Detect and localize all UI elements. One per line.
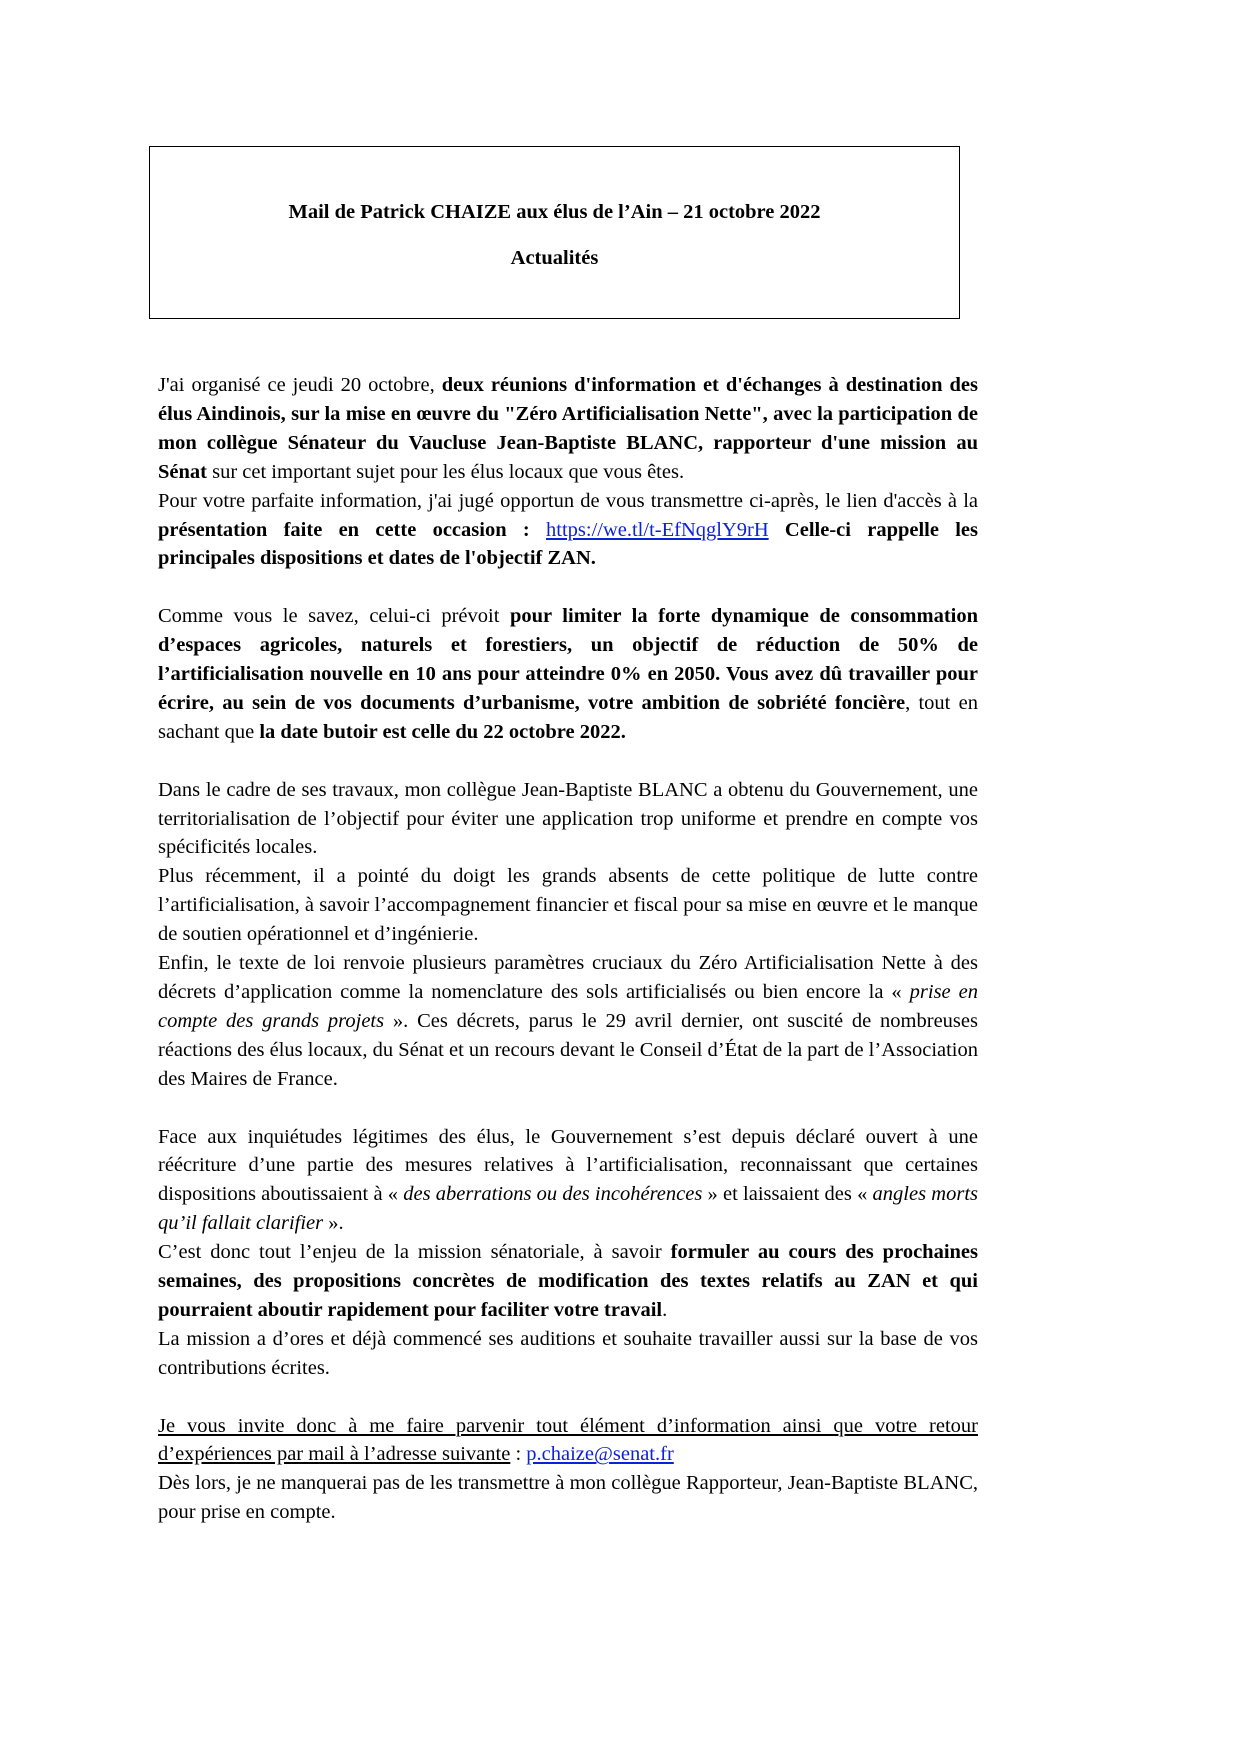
paragraph-mission [158, 1238, 978, 1325]
bold-text: pour limiter la forte dynamique de consommation d’espaces agricoles, naturels et forestiers, un objectif de réduction de 50% de l’artificialisation nouvelle en 10 ans pour atteindre 0% en 2050. Vous avez dû travailler pour écrire, au sein de vos documents d’urbanisme, votre ambition de sobriété foncière [158, 605, 978, 714]
document-body [158, 371, 978, 1527]
paragraph-closing: Dès lors, je ne manquerai pas de les transmettre à mon collègue Rapporteur, Jean-Baptiste BLANC, pour prise en compte. [158, 1472, 978, 1524]
text: , tout en sachant que [158, 691, 978, 743]
paragraph-presentation [158, 487, 978, 574]
text: : [510, 1443, 527, 1466]
paragraph-decrees [158, 949, 978, 1094]
text: Pour votre parfaite information, j'ai jugé opportun de vous transmettre ci-après, le lien d'accès à la [158, 489, 978, 512]
bold-text: deux réunions d'information et d'échanges à destination des élus Aindinois, sur la mise en œuvre du "Zéro Artificialisation Nette", avec la participation de mon collègue Sénateur du Vaucluse Jean-Baptiste BLANC, rapporteur d'une mission au Sénat [158, 374, 979, 483]
paragraph-territorialisation: Dans le cadre de ses travaux, mon collègue Jean-Baptiste BLANC a obtenu du Gouvernement, une territorialisation de l’objectif pour éviter une application trop uniforme et prendre en compte vos spécificités locales. [158, 778, 978, 859]
document-subtitle: Actualités [510, 247, 599, 269]
paragraph-objective [158, 602, 978, 747]
text: Comme vous le savez, celui-ci prévoit [158, 605, 510, 628]
bold-text: présentation faite en cette occasion : [158, 518, 530, 541]
paragraph-absents: Plus récemment, il a pointé du doigt les grands absents de cette politique de lutte contre l’artificialisation, à savoir l’accompagnement financier et fiscal pour sa mise en œuvre et le manque de soutien opérationnel et d’ingénierie. [158, 865, 978, 946]
paragraph-auditions: La mission a d’ores et déjà commencé ses auditions et souhaite travailler aussi sur la base de vos contributions écrites. [158, 1327, 978, 1379]
paragraph-meetings [158, 371, 978, 487]
bold-text: la date butoir est celle du 22 octobre 2022. [259, 720, 626, 743]
title-box [149, 146, 960, 319]
presentation-link[interactable]: https://we.tl/t-EfNqglY9rH [546, 518, 769, 541]
document-title: Mail de Patrick CHAIZE aux élus de l’Ain – 21 octobre 2022 [288, 201, 821, 223]
paragraph-invitation [158, 1412, 978, 1470]
italic-text: prise en compte des grands projets [158, 981, 978, 1032]
text: C’est donc tout l’enjeu de la mission sénatoriale, à savoir [158, 1241, 671, 1264]
email-link[interactable]: p.chaize@senat.fr [526, 1443, 674, 1466]
italic-text: angles morts qu’il fallait clarifier [158, 1183, 978, 1235]
text: ». [323, 1212, 344, 1235]
text: J'ai organisé ce jeudi 20 octobre, [158, 374, 442, 396]
underlined-text: Je vous invite donc à me faire parvenir tout élément d’information ainsi que votre retour d’expériences par mail à l’adresse suivante [158, 1414, 978, 1466]
text: . [662, 1298, 668, 1321]
text: Enfin, le texte de loi renvoie plusieurs paramètres cruciaux du Zéro Artificialisation Nette à des décrets d’application comme la nomenclature des sols artificialisés ou bien encore la « [158, 952, 978, 1003]
paragraph-government [158, 1123, 978, 1239]
italic-text: des aberrations ou des incohérences [403, 1183, 703, 1206]
text: » et laissaient des « [702, 1183, 873, 1206]
bold-text: formuler au cours des prochaines semaines, des propositions concrètes de modification des textes relatifs au ZAN et qui pourraient aboutir rapidement pour faciliter votre travail [158, 1241, 978, 1321]
bold-text: Celle-ci rappelle les principales dispositions et dates de l'objectif ZAN. [158, 518, 979, 570]
text: sur cet important sujet pour les élus locaux que vous êtes. [206, 460, 685, 483]
text: ». Ces décrets, parus le 29 avril dernier, ont suscité de nombreuses réactions des élus locaux, du Sénat et un recours devant le Conseil d’État de la part de l’Association des Maires de France. [158, 1009, 978, 1090]
text: Face aux inquiétudes légitimes des élus, le Gouvernement s’est depuis déclaré ouvert à une réécriture d’une partie des mesures relatives à l’artificialisation, reconnaissant que certaines dispositions aboutissaient à « [158, 1125, 978, 1206]
